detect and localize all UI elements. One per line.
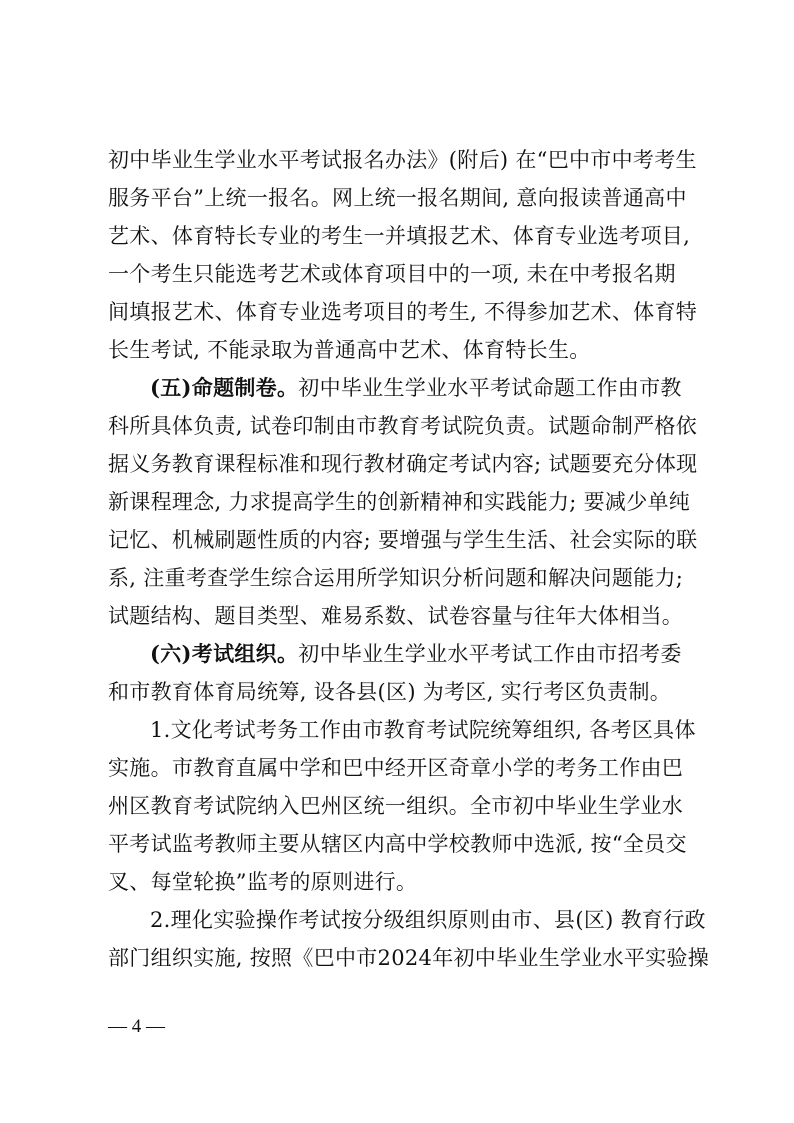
- body-line: 部门组织实施, 按照《巴中市2024年初中毕业生学业水平实验操: [108, 946, 710, 970]
- body-line: 1.文化考试考务工作由市教育考试院统筹组织, 各考区具体: [150, 718, 696, 742]
- body-line: 试题结构、题目类型、难易系数、试卷容量与往年大体相当。: [108, 604, 684, 628]
- section-heading-5: (五)命题制卷。: [150, 375, 299, 400]
- body-text: 初中毕业生学业水平考试命题工作由市教: [298, 376, 682, 400]
- body-line: 和市教育体育局统筹, 设各县(区) 为考区, 实行考区负责制。: [108, 680, 672, 704]
- page-number: — 4 —: [108, 1016, 165, 1037]
- body-line: 系, 注重考查学生综合运用所学知识分析问题和解决问题能力;: [108, 566, 684, 590]
- body-line: 记忆、机械刷题性质的内容; 要增强与学生生活、社会实际的联: [108, 528, 698, 552]
- body-line: 2.理化实验操作考试按分级组织原则由市、县(区) 教育行政: [150, 908, 706, 932]
- paragraph-first-line: [150, 376, 682, 400]
- body-line: 平考试监考教师主要从辖区内高中学校教师中选派, 按“全员交: [108, 832, 687, 856]
- body-line: 州区教育考试院纳入巴州区统一组织。全市初中毕业生学业水: [108, 794, 684, 818]
- body-line: 间填报艺术、体育专业选考项目的考生, 不得参加艺术、体育特: [108, 300, 698, 324]
- body-line: 初中毕业生学业水平考试报名办法》(附后) 在“巴中市中考考生: [108, 148, 697, 172]
- body-line: 新课程理念, 力求提高学生的创新精神和实践能力; 要减少单纯: [108, 490, 691, 514]
- body-line: 实施。市教育直属中学和巴中经开区奇章小学的考务工作由巴: [108, 756, 684, 780]
- body-text: 初中毕业生学业水平考试工作由市招考委: [298, 642, 682, 666]
- body-line: 服务平台”上统一报名。网上统一报名期间, 意向报读普通高中: [108, 186, 687, 210]
- body-line: 艺术、体育特长专业的考生一并填报艺术、体育专业选考项目,: [108, 224, 691, 248]
- body-line: 据义务教育课程标准和现行教材确定考试内容; 试题要充分体现: [108, 452, 698, 476]
- paragraph-first-line: [150, 642, 682, 666]
- section-heading-6: (六)考试组织。: [150, 641, 299, 666]
- body-line: 长生考试, 不能录取为普通高中艺术、体育特长生。: [108, 338, 591, 362]
- body-line: 叉、每堂轮换”监考的原则进行。: [108, 870, 418, 894]
- body-line: 一个考生只能选考艺术或体育项目中的一项, 未在中考报名期: [108, 262, 676, 286]
- body-line: 科所具体负责, 试卷印制由市教育考试院负责。试题命制严格依: [108, 414, 698, 438]
